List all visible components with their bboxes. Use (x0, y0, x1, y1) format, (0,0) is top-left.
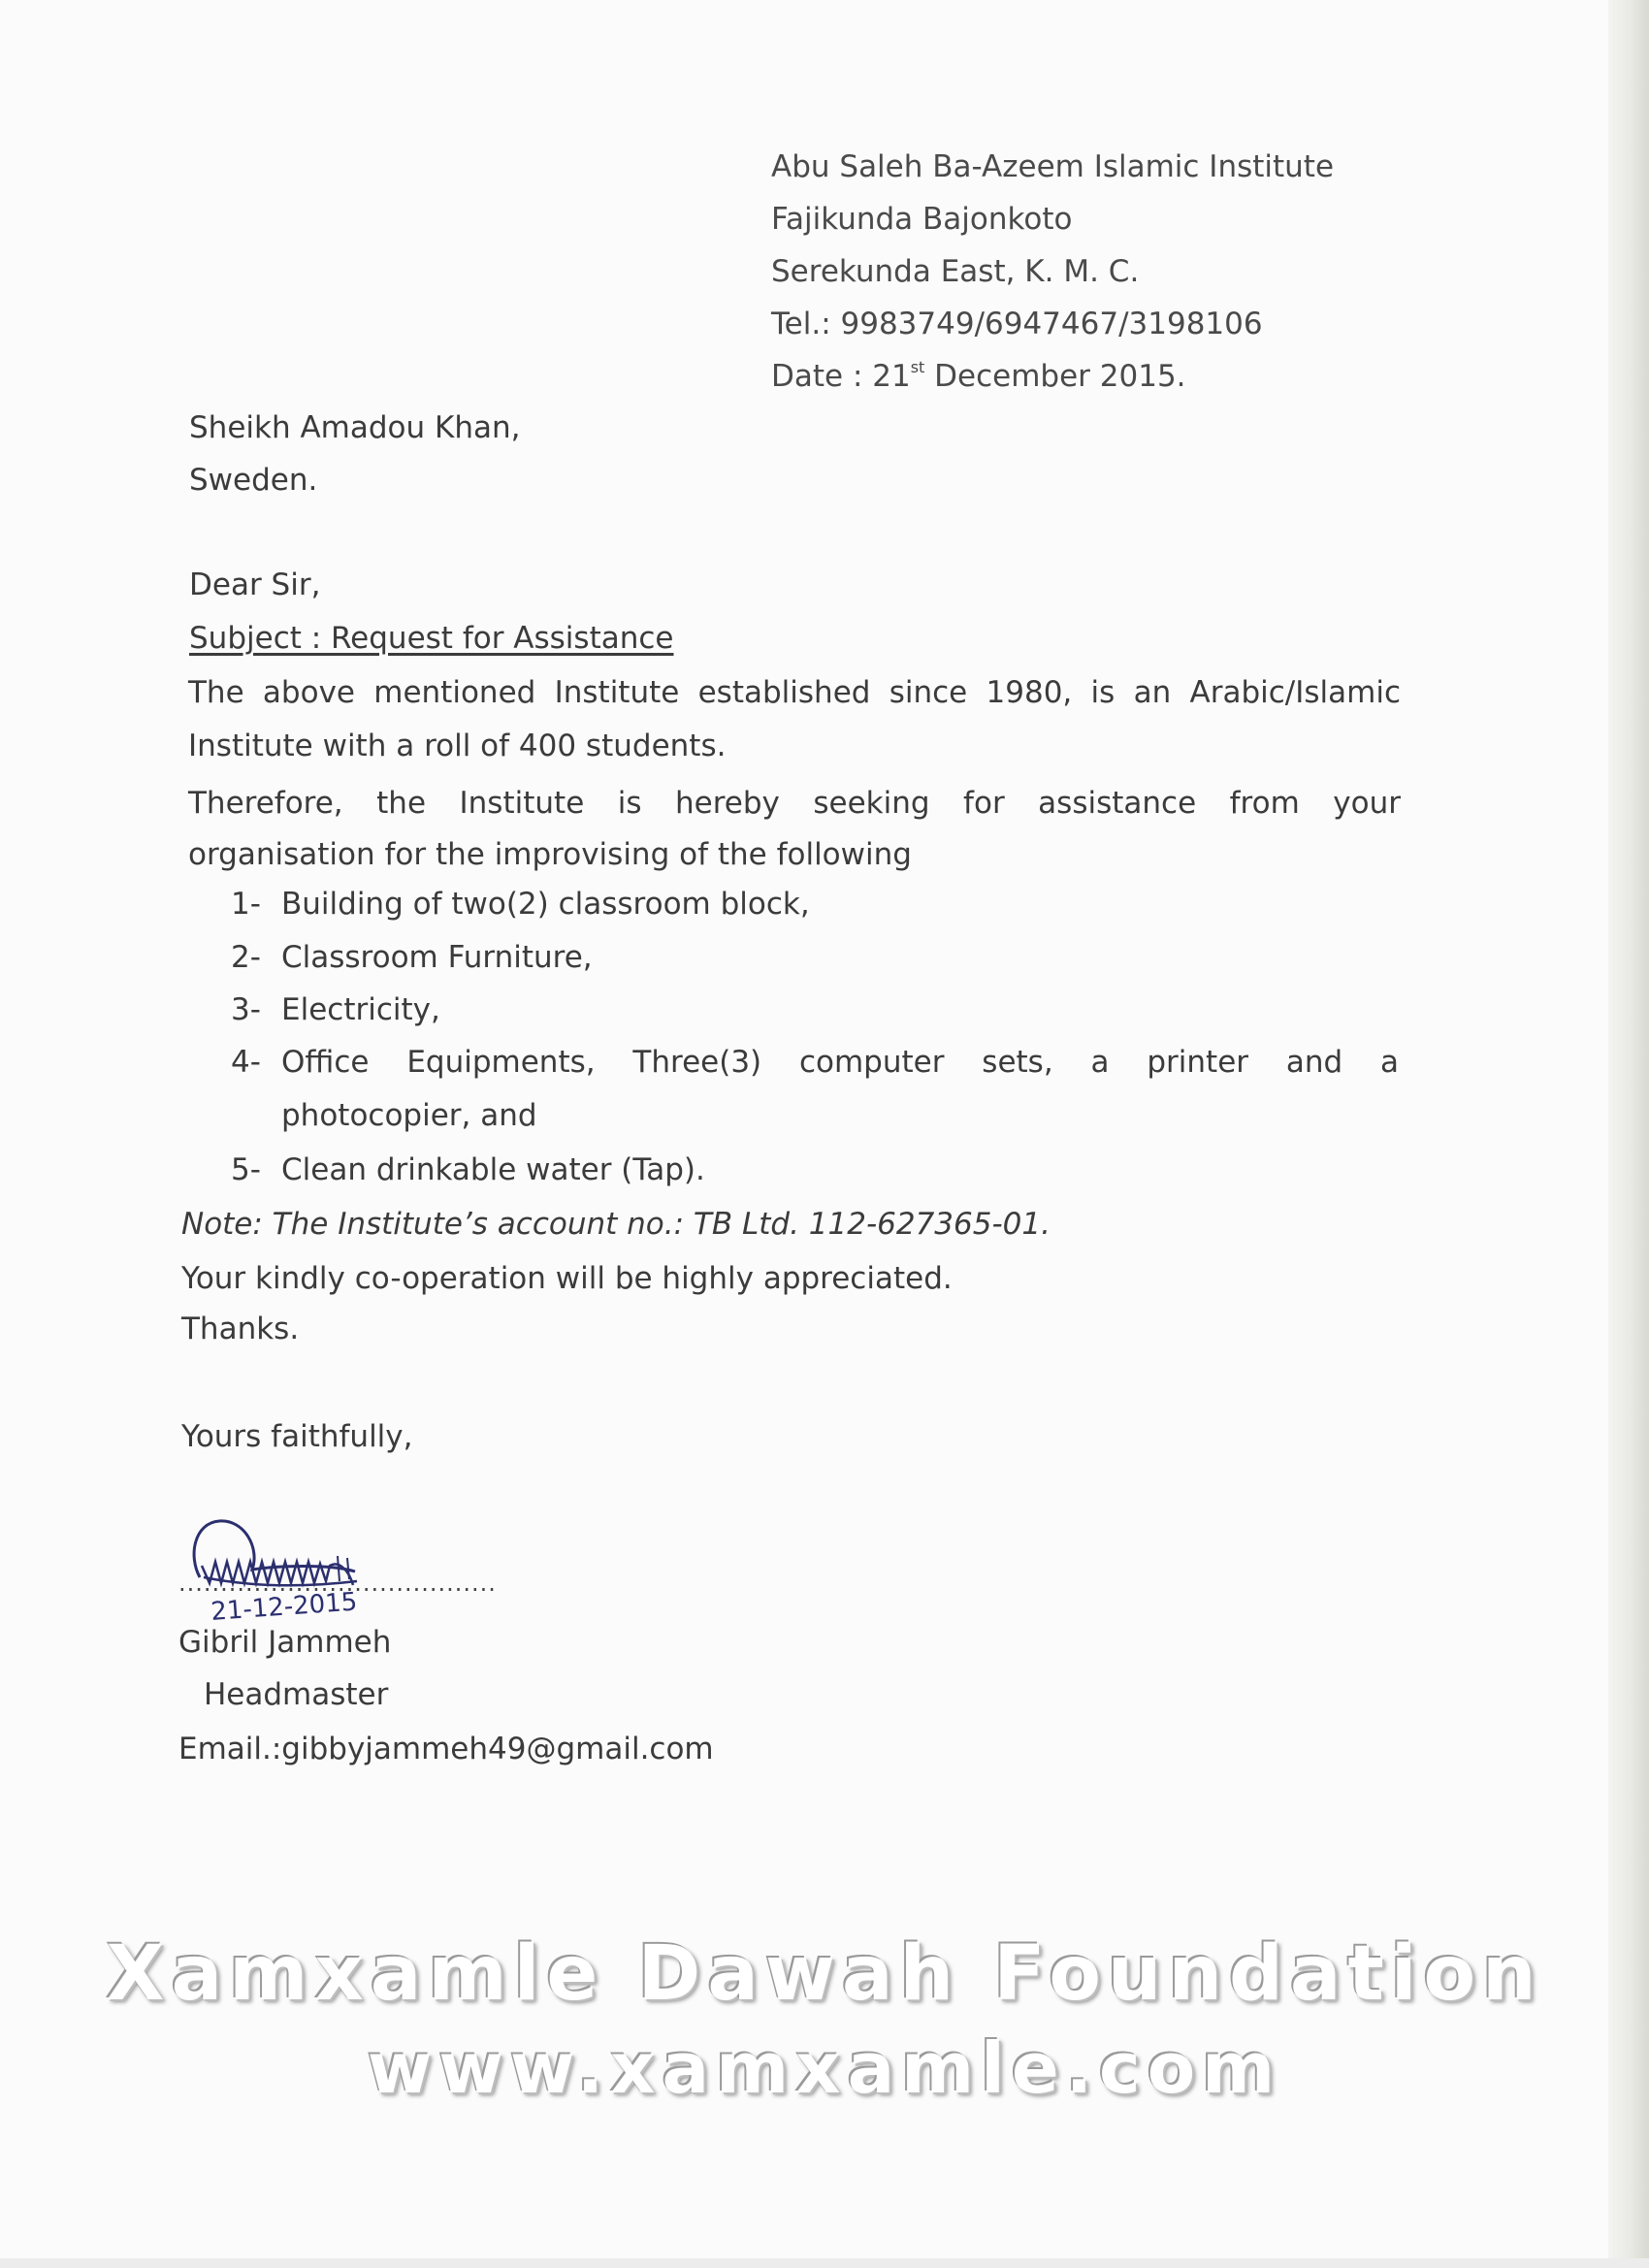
request-item (231, 938, 593, 977)
request-text: Classroom Furniture, (281, 940, 593, 975)
request-number: 1- (231, 887, 261, 922)
signatory-title: Headmaster (204, 1677, 389, 1712)
account-note: Note: The Institute’s account no.: TB Ltd. 112-627365-01. (181, 1207, 1051, 1242)
request-number: 2- (231, 940, 261, 975)
request-item (231, 990, 440, 1029)
request-item (231, 1043, 1399, 1082)
date-prefix: Date : 21 (771, 359, 911, 394)
body-paragraph-2-line-2: organisation for the improvising of the following (188, 837, 912, 872)
closing-line: Your kindly co-operation will be highly appreciated. (181, 1261, 953, 1296)
sender-telephone: Tel.: 9983749/6947467/3198106 (771, 307, 1263, 341)
request-text: Office Equipments, Three(3) computer sets, a printer and a (281, 1045, 1399, 1080)
watermark-website: www.xamxamle.com (367, 2027, 1282, 2109)
body-paragraph-1-line-2: Institute with a roll of 400 students. (188, 729, 727, 763)
thanks-line: Thanks. (181, 1312, 300, 1346)
scanner-bottom-edge (0, 2258, 1649, 2268)
valediction: Yours faithfully, (181, 1419, 413, 1454)
request-item (231, 885, 810, 923)
request-text: Electricity, (281, 992, 440, 1027)
request-text: Building of two(2) classroom block, (281, 887, 810, 922)
signature-dotted-line: ...................................... (178, 1570, 497, 1597)
body-paragraph-1-line-1: The above mentioned Institute established since 1980, is an Arabic/Islamic (188, 675, 1401, 710)
svg-text:21-12-2015: 21-12-2015 (210, 1587, 359, 1627)
request-number: 3- (231, 992, 261, 1027)
date-suffix: December 2015. (924, 359, 1186, 394)
request-number: 5- (231, 1152, 261, 1187)
signatory-name: Gibril Jammeh (178, 1625, 392, 1660)
salutation: Dear Sir, (189, 567, 321, 602)
request-item-continuation: photocopier, and (281, 1098, 537, 1133)
signatory-email: Email.:gibbyjammeh49@gmail.com (178, 1732, 714, 1766)
recipient-name: Sheikh Amadou Khan, (189, 410, 521, 445)
letter-date (771, 357, 1186, 396)
request-text: Clean drinkable water (Tap). (281, 1152, 705, 1187)
sender-town: Serekunda East, K. M. C. (771, 254, 1140, 289)
sender-institute: Abu Saleh Ba-Azeem Islamic Institute (771, 149, 1335, 184)
sender-area: Fajikunda Bajonkoto (771, 202, 1073, 237)
subject-line: Subject : Request for Assistance (189, 621, 674, 656)
body-paragraph-2-line-1: Therefore, the Institute is hereby seeking for assistance from your (188, 786, 1401, 821)
recipient-country: Sweden. (189, 463, 318, 498)
request-number: 4- (231, 1045, 261, 1080)
request-item (231, 1150, 705, 1189)
watermark-foundation: Xamxamle Dawah Foundation (106, 1930, 1543, 2018)
scanner-edge (1608, 0, 1649, 2268)
date-ordinal: st (910, 358, 925, 376)
